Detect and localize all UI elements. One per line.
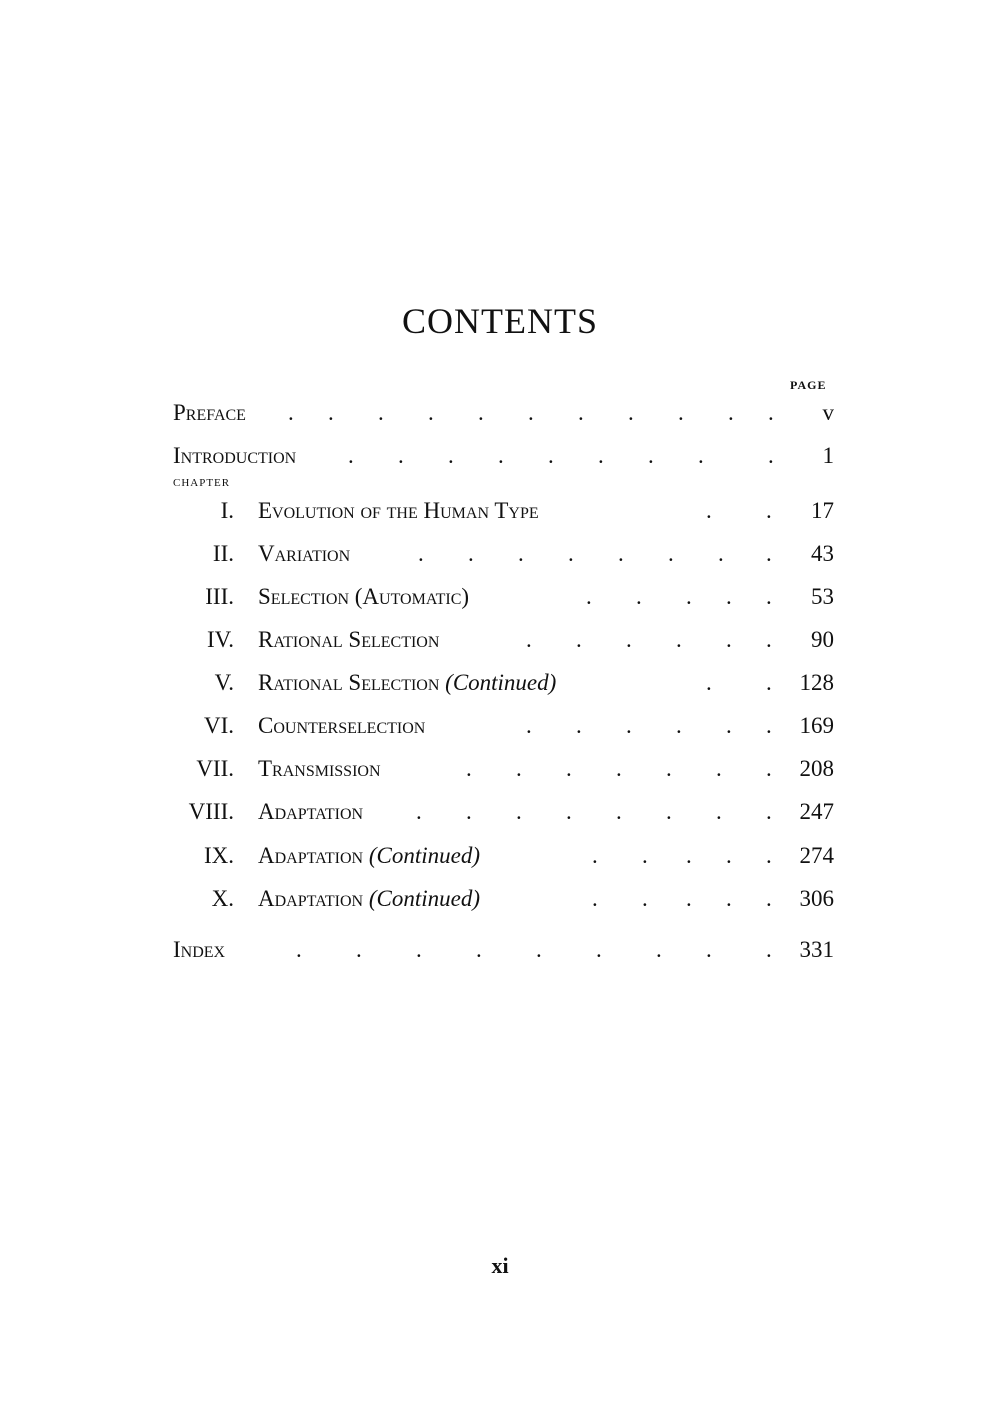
chapter-numeral: IV. [206, 627, 234, 652]
leader-dot: . [766, 756, 772, 781]
leader-dot: . [726, 584, 732, 609]
leader-dot: . [476, 937, 482, 962]
chapter-numeral: VIII. [188, 799, 234, 824]
leader-dot: . [568, 541, 574, 566]
leader-dot: . [498, 443, 504, 468]
toc-entry-chapter-10 [0, 884, 1000, 914]
leader-dot: . [536, 937, 542, 962]
leader-dot: . [706, 670, 712, 695]
chapter-numeral: X. [211, 886, 234, 911]
entry-title-text: Rational Selection [258, 670, 440, 695]
leader-dot: . [666, 756, 672, 781]
leader-dot: . [576, 627, 582, 652]
leader-dot: . [642, 843, 648, 868]
chapter-column-label: CHAPTER [173, 477, 231, 489]
chapter-numeral: V. [214, 670, 234, 695]
leader-dots [0, 884, 1000, 914]
leader-dot: . [518, 541, 524, 566]
entry-title: Preface [173, 400, 246, 425]
leader-dot: . [288, 400, 294, 425]
leader-dot: . [726, 886, 732, 911]
entry-title: Evolution of the Human Type [258, 498, 539, 523]
leader-dot: . [766, 713, 772, 738]
chapter-numeral: VII. [196, 756, 234, 781]
leader-dots [0, 398, 1000, 428]
leader-dot: . [596, 937, 602, 962]
leader-dot: . [666, 799, 672, 824]
entry-page: 247 [799, 799, 834, 824]
entry-title: Index [173, 937, 226, 962]
leader-dot: . [416, 937, 422, 962]
leader-dot: . [766, 670, 772, 695]
leader-dot: . [766, 937, 772, 962]
leader-dot: . [516, 799, 522, 824]
entry-page: 306 [799, 886, 834, 911]
leader-dot: . [716, 756, 722, 781]
entry-page: 274 [799, 843, 834, 868]
leader-dot: . [718, 541, 724, 566]
leader-dot: . [478, 400, 484, 425]
leader-dot: . [686, 843, 692, 868]
leader-dot: . [578, 400, 584, 425]
leader-dots [0, 625, 1000, 655]
toc-entry-chapter-9 [0, 841, 1000, 871]
leader-dot: . [416, 799, 422, 824]
leader-dot: . [636, 584, 642, 609]
leader-dot: . [686, 584, 692, 609]
toc-entry-chapter-1 [0, 496, 1000, 526]
leader-dot: . [768, 443, 774, 468]
leader-dot: . [766, 843, 772, 868]
leader-dot: . [528, 400, 534, 425]
toc-entry-chapter-6 [0, 711, 1000, 741]
leader-dot: . [768, 400, 774, 425]
chapter-numeral: VI. [203, 713, 234, 738]
leader-dot: . [766, 799, 772, 824]
leader-dot: . [678, 400, 684, 425]
leader-dot: . [698, 443, 704, 468]
entry-title: Transmission [258, 756, 381, 781]
leader-dot: . [766, 886, 772, 911]
continued-note: (Continued) [368, 843, 481, 868]
continued-note: (Continued) [445, 670, 557, 695]
leader-dot: . [642, 886, 648, 911]
leader-dots [0, 539, 1000, 569]
chapter-numeral: I. [220, 498, 234, 523]
entry-title: Rational Selection [258, 627, 440, 652]
toc-entry-chapter-3 [0, 582, 1000, 612]
leader-dot: . [466, 799, 472, 824]
leader-dot: . [592, 886, 598, 911]
page-title: CONTENTS [402, 301, 598, 341]
entry-page: 331 [799, 937, 834, 962]
entry-page: 169 [799, 713, 834, 738]
leader-dot: . [516, 756, 522, 781]
entry-page: 90 [811, 627, 834, 652]
leader-dot: . [328, 400, 334, 425]
leader-dot: . [706, 498, 712, 523]
entry-title-text: Adaptation [258, 886, 364, 911]
leader-dot: . [626, 627, 632, 652]
leader-dot: . [766, 627, 772, 652]
leader-dot: . [398, 443, 404, 468]
toc-entry-introduction [0, 441, 1000, 471]
leader-dot: . [468, 541, 474, 566]
entry-page: 43 [811, 541, 834, 566]
leader-dot: . [418, 541, 424, 566]
leader-dot: . [766, 541, 772, 566]
leader-dots [0, 582, 1000, 612]
leader-dot: . [668, 541, 674, 566]
leader-dot: . [448, 443, 454, 468]
leader-dot: . [628, 400, 634, 425]
leader-dot: . [526, 713, 532, 738]
leader-dot: . [466, 756, 472, 781]
entry-title-text: Adaptation [258, 843, 364, 868]
toc-entry-chapter-4 [0, 625, 1000, 655]
leader-dot: . [616, 756, 622, 781]
entry-page: 208 [799, 756, 834, 781]
entry-title: Variation [258, 541, 351, 566]
chapter-numeral: IX. [203, 843, 234, 868]
entry-page: 17 [811, 498, 834, 523]
leader-dot: . [726, 627, 732, 652]
leader-dot: . [598, 443, 604, 468]
toc-entry-index [0, 935, 1000, 965]
leader-dot: . [348, 443, 354, 468]
leader-dots [0, 711, 1000, 741]
page-column-label: PAGE [790, 378, 827, 392]
entry-title: Selection (Automatic) [258, 584, 470, 609]
leader-dot: . [728, 400, 734, 425]
leader-dot: . [726, 713, 732, 738]
leader-dot: . [618, 541, 624, 566]
leader-dots [0, 754, 1000, 784]
entry-title: Adaptation [258, 799, 364, 824]
entry-page: 53 [811, 584, 834, 609]
toc-entry-chapter-5 [0, 668, 1000, 698]
page-number: xi [491, 1253, 509, 1278]
leader-dots [0, 841, 1000, 871]
toc-entry-chapter-7 [0, 754, 1000, 784]
leader-dot: . [296, 937, 302, 962]
entry-page: 1 [822, 443, 834, 468]
leader-dots [0, 935, 1000, 965]
entry-page: 128 [799, 670, 834, 695]
leader-dot: . [548, 443, 554, 468]
leader-dot: . [356, 937, 362, 962]
toc-entry-preface [0, 398, 1000, 428]
leader-dot: . [706, 937, 712, 962]
leader-dot: . [676, 627, 682, 652]
leader-dot: . [648, 443, 654, 468]
leader-dot: . [676, 713, 682, 738]
leader-dots [0, 441, 1000, 471]
leader-dot: . [656, 937, 662, 962]
toc-entry-chapter-8 [0, 797, 1000, 827]
chapter-numeral: II. [212, 541, 234, 566]
leader-dot: . [626, 713, 632, 738]
leader-dot: . [766, 584, 772, 609]
leader-dot: . [616, 799, 622, 824]
leader-dot: . [726, 843, 732, 868]
leader-dot: . [716, 799, 722, 824]
chapter-numeral: III. [205, 584, 234, 609]
leader-dot: . [766, 498, 772, 523]
leader-dot: . [526, 627, 532, 652]
leader-dot: . [576, 713, 582, 738]
leader-dots [0, 496, 1000, 526]
leader-dot: . [566, 799, 572, 824]
leader-dot: . [586, 584, 592, 609]
entry-title: Introduction [173, 443, 297, 468]
toc-entry-chapter-2 [0, 539, 1000, 569]
continued-note: (Continued) [368, 886, 481, 911]
leader-dot: . [428, 400, 434, 425]
leader-dot: . [566, 756, 572, 781]
leader-dots [0, 668, 1000, 698]
leader-dot: . [686, 886, 692, 911]
leader-dots [0, 797, 1000, 827]
entry-title: Counterselection [258, 713, 426, 738]
leader-dot: . [378, 400, 384, 425]
entry-page: v [822, 400, 834, 425]
leader-dot: . [592, 843, 598, 868]
